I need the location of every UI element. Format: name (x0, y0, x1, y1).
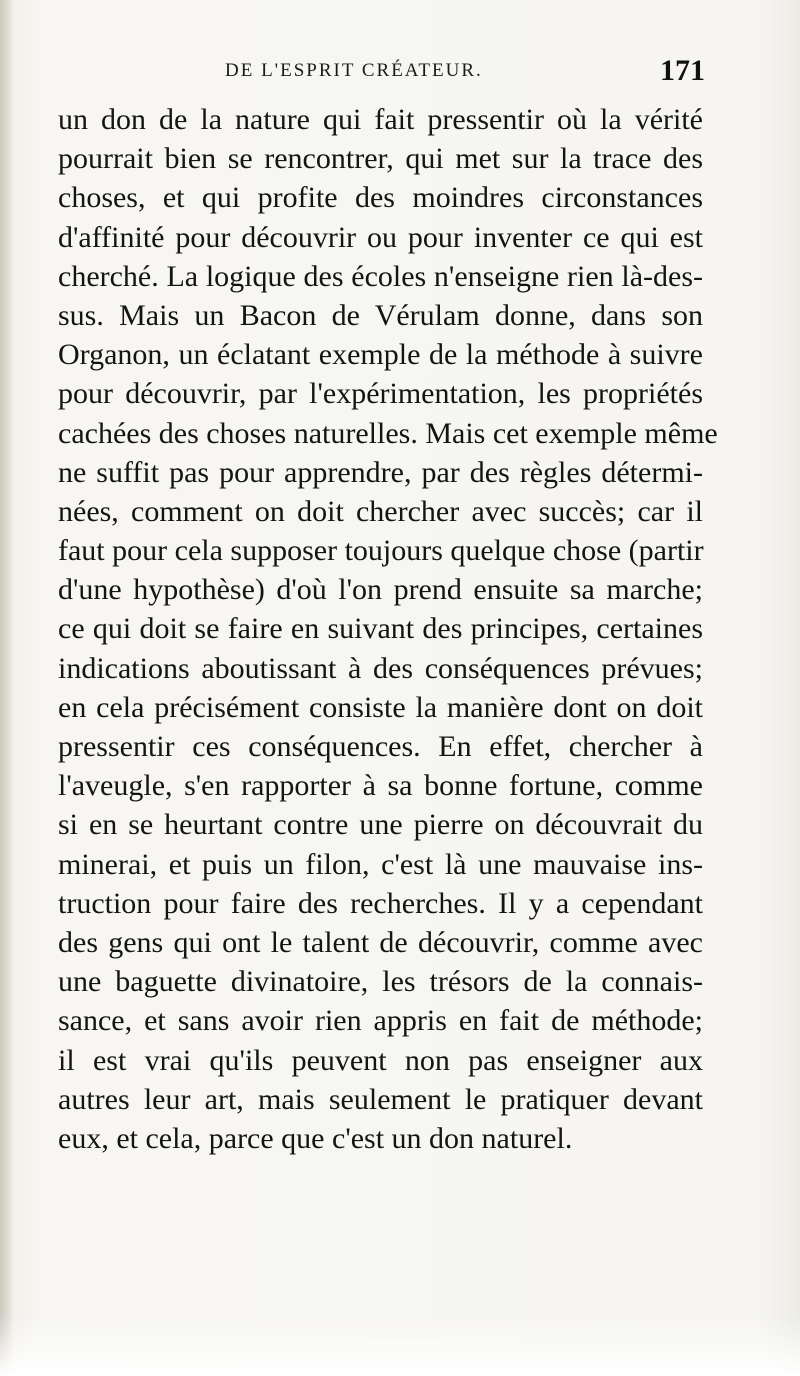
text-line: sus. Mais un Bacon de Vérulam donne, dans son (58, 298, 703, 332)
text-line: choses, et qui profite des moindres circonstances (58, 181, 703, 215)
body-text (58, 100, 718, 1158)
text-line: si en se heurtant contre une pierre on découvrait du (58, 808, 703, 842)
text-line: d'affinité pour découvrir ou pour inventer ce qui est (58, 220, 703, 254)
text-line: ce qui doit se faire en suivant des principes, certaines (58, 612, 703, 646)
bottom-margin (0, 1316, 800, 1376)
text-line: Organon, un éclatant exemple de la méthode à suivre (58, 338, 703, 372)
text-line: il est vrai qu'ils peuvent non pas enseigner aux (58, 1043, 703, 1077)
spine-shadow (0, 0, 14, 1376)
text-line: faut pour cela supposer toujours quelque chose (partir (58, 534, 704, 568)
text-line: l'aveugle, s'en rapporter à sa bonne fortune, comme (58, 769, 703, 803)
text-line: autres leur art, mais seulement le pratiquer devant (58, 1082, 703, 1116)
page-header (60, 54, 705, 94)
text-line: un don de la nature qui fait pressentir où la vérité (58, 103, 703, 136)
text-line: pourrait bien se rencontrer, qui met sur la trace des (58, 142, 703, 176)
text-line: minerai, et puis un filon, c'est là une mauvaise ins- (58, 847, 703, 881)
page-number: 171 (660, 54, 705, 87)
running-title: DE L'ESPRIT CRÉATEUR. (225, 60, 483, 81)
text-line: nées, comment on doit chercher avec succès; car il (58, 494, 703, 528)
text-line: une baguette divinatoire, les trésors de la connais- (58, 965, 703, 999)
text-line: en cela précisément consiste la manière dont on doit (58, 690, 703, 724)
text-line: des gens qui ont le talent de découvrir, comme avec (58, 925, 703, 959)
text-line: sance, et sans avoir rien appris en fait de méthode; (58, 1004, 703, 1038)
text-line: pour découvrir, par l'expérimentation, les propriétés (58, 377, 703, 411)
text-line: cherché. La logique des écoles n'enseigne rien là-des- (58, 259, 703, 293)
text-line: truction pour faire des recherches. Il y a cependant (58, 886, 703, 920)
text-line: cachées des choses naturelles. Mais cet exemple même (58, 416, 718, 450)
text-line: eux, et cela, parce que c'est un don naturel. (58, 1121, 573, 1155)
text-line: pressentir ces conséquences. En effet, chercher à (58, 730, 703, 763)
text-line: indications aboutissant à des conséquences prévues; (58, 651, 703, 685)
text-line: ne suffit pas pour apprendre, par des règles détermi- (58, 455, 703, 489)
text-line: d'une hypothèse) d'où l'on prend ensuite sa marche; (58, 573, 703, 607)
